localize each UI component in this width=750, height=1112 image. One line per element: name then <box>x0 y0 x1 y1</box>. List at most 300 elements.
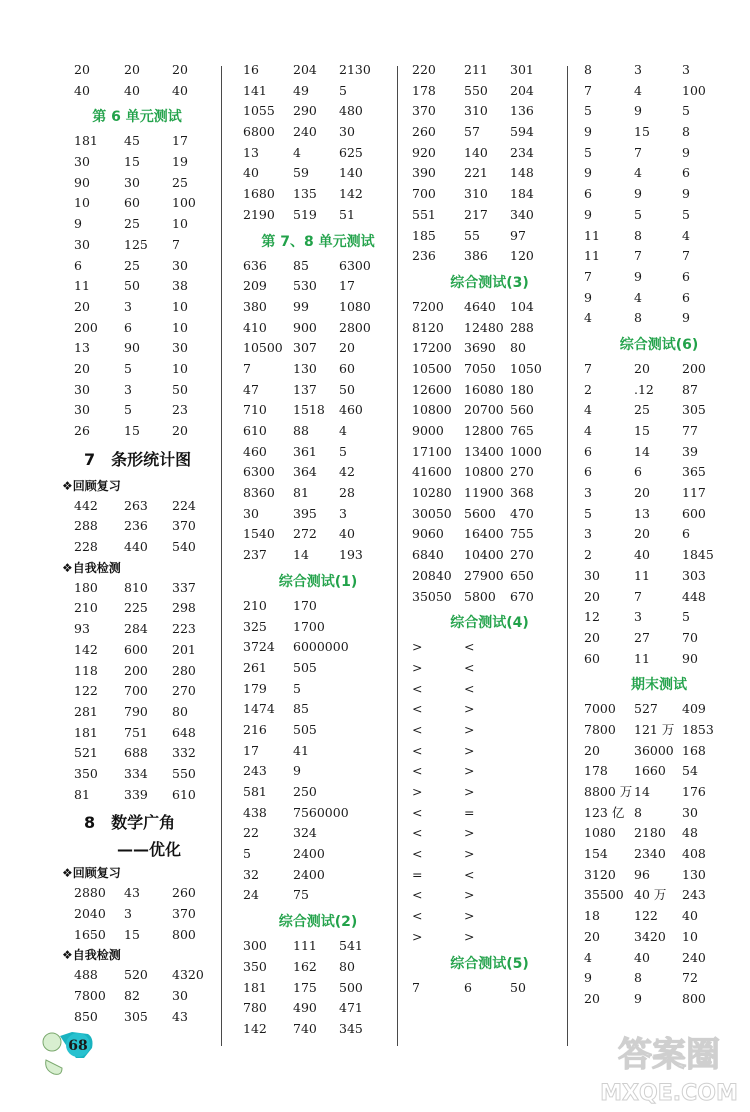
answer-row <box>584 628 734 649</box>
answer-value: 390 <box>412 165 436 181</box>
answer-row <box>74 904 224 925</box>
answer-row <box>243 338 393 359</box>
answer-value: 8120 <box>412 319 444 335</box>
answer-value: 3 <box>682 62 690 77</box>
answer-value: 284 <box>124 621 148 637</box>
answer-row <box>412 927 567 948</box>
answer-value: 12600 <box>412 381 452 397</box>
answer-value: 648 <box>172 724 196 740</box>
answer-value: 13 <box>74 340 90 356</box>
answer-value: 9 <box>634 186 642 202</box>
answer-value: 135 <box>293 186 317 202</box>
answer-row <box>74 965 224 986</box>
answer-value: 6300 <box>339 257 371 273</box>
answer-row <box>584 607 734 628</box>
answer-row <box>74 359 224 380</box>
column-divider <box>567 66 568 1046</box>
answer-value: < <box>412 742 423 758</box>
answer-row <box>243 442 393 463</box>
answer-value: < <box>412 908 423 924</box>
answer-value: 57 <box>464 124 480 140</box>
section-title-test4: 综合测试(4) <box>450 615 529 632</box>
answer-row <box>584 60 734 81</box>
answer-value: < <box>464 866 475 882</box>
answer-row <box>584 400 734 421</box>
answer-value: 20 <box>634 485 650 501</box>
answer-value: 59 <box>293 165 309 181</box>
answer-value: 6 <box>124 319 132 335</box>
answer-value: 39 <box>682 443 698 459</box>
answer-value: 594 <box>510 124 534 140</box>
answer-row <box>412 699 567 720</box>
answer-value: 193 <box>339 547 363 563</box>
answer-row <box>243 741 393 762</box>
answer-row <box>243 782 393 803</box>
answer-value: 340 <box>510 206 534 222</box>
answer-value: 2130 <box>339 62 371 77</box>
answer-value: 9000 <box>412 423 444 438</box>
answer-value: 332 <box>172 745 196 761</box>
answer-value: 370 <box>172 906 196 921</box>
answer-value: 519 <box>293 206 317 222</box>
answer-value: 40 <box>682 908 698 924</box>
answer-value: 364 <box>293 464 317 480</box>
answer-row <box>243 596 393 617</box>
answer-row <box>584 865 734 886</box>
answer-value: 30 <box>172 340 188 356</box>
answer-value: 530 <box>293 278 317 294</box>
answer-row <box>584 380 734 401</box>
answer-value: 16080 <box>464 381 504 397</box>
answer-row <box>74 702 224 723</box>
answer-value: 209 <box>243 278 267 294</box>
answer-block <box>243 596 393 906</box>
answer-value: 11 <box>584 248 600 264</box>
answer-row <box>243 101 393 122</box>
answer-row <box>243 256 393 277</box>
answer-block <box>243 936 393 1039</box>
answer-value: 270 <box>510 464 534 480</box>
answer-value: 310 <box>464 186 488 202</box>
answer-value: 20 <box>172 423 188 438</box>
column-divider <box>397 66 398 1046</box>
answer-value: 6 <box>584 186 592 202</box>
answer-value: 40 <box>634 949 650 965</box>
answer-row <box>412 885 567 906</box>
answer-value: > <box>464 701 475 717</box>
answer-value: > <box>464 784 475 799</box>
answer-value: 237 <box>243 547 267 563</box>
answer-value: 7 <box>584 360 592 376</box>
answer-value: 4 <box>339 423 347 438</box>
answer-value: 3 <box>124 906 132 921</box>
answer-row <box>584 906 734 927</box>
answer-value: 28 <box>339 485 355 501</box>
answer-value: 93 <box>74 621 90 637</box>
answer-row <box>584 442 734 463</box>
answer-row <box>584 288 734 309</box>
answer-row <box>584 720 734 741</box>
answer-value: 17 <box>243 742 259 758</box>
answer-row <box>243 699 393 720</box>
answer-value: > <box>412 928 423 944</box>
answer-value: 9 <box>682 310 690 326</box>
answer-value: 140 <box>339 165 363 181</box>
answer-value: 368 <box>510 485 534 501</box>
answer-value: 1055 <box>243 103 275 119</box>
answer-value: 47 <box>243 381 259 397</box>
answer-value: 301 <box>510 62 534 77</box>
answer-value: 6 <box>584 443 592 459</box>
answer-value: 60 <box>339 360 355 376</box>
answer-value: 6 <box>682 268 690 284</box>
answer-value: 5800 <box>464 588 496 604</box>
answer-row <box>412 462 567 483</box>
answer-row <box>584 968 734 989</box>
answer-value: < <box>464 680 475 696</box>
answer-value: 40 <box>339 526 355 542</box>
answer-row <box>584 885 734 906</box>
answer-value: 551 <box>412 206 436 222</box>
answer-value: 26 <box>74 423 90 438</box>
answer-value: 610 <box>243 423 267 438</box>
answer-value: 20700 <box>464 402 504 418</box>
answer-value: 3 <box>124 381 132 397</box>
answer-value: 9 <box>584 206 592 222</box>
answer-value: 20 <box>584 990 600 1006</box>
answer-value: 20 <box>584 588 600 604</box>
answer-value: 370 <box>412 103 436 119</box>
answer-value: 85 <box>293 257 309 273</box>
answer-row <box>584 649 734 670</box>
answer-value: 470 <box>510 505 534 521</box>
answer-value: 272 <box>293 526 317 542</box>
answer-value: 25 <box>124 257 140 273</box>
answer-row <box>243 143 393 164</box>
answer-row <box>243 637 393 658</box>
answer-value: < <box>412 721 423 737</box>
answer-value: 123 亿 <box>584 804 625 820</box>
answer-value: 14 <box>634 443 650 459</box>
answer-row <box>412 421 567 442</box>
answer-value: 6800 <box>243 124 275 140</box>
answer-column-1 <box>62 60 224 1027</box>
answer-value: 10 <box>172 298 188 314</box>
answer-value: 448 <box>682 588 706 604</box>
answer-value: 310 <box>464 103 488 119</box>
answer-value: 9 <box>584 970 592 986</box>
answer-value: 300 <box>243 938 267 954</box>
answer-value: > <box>464 742 475 758</box>
answer-value: 337 <box>172 579 196 595</box>
answer-value: 225 <box>124 600 148 616</box>
answer-value: 3420 <box>634 928 666 944</box>
answer-value: 263 <box>124 497 148 513</box>
answer-row <box>243 359 393 380</box>
answer-row <box>74 173 224 194</box>
answer-block <box>412 978 567 999</box>
answer-row <box>412 400 567 421</box>
answer-value: 8 <box>634 227 642 243</box>
answer-value: 234 <box>510 144 534 160</box>
answer-value: 1660 <box>634 763 666 779</box>
answer-value: 8 <box>634 310 642 326</box>
answer-value: 11900 <box>464 485 504 501</box>
answer-value: 361 <box>293 443 317 459</box>
answer-value: 50 <box>172 381 188 397</box>
answer-row <box>584 504 734 525</box>
answer-row <box>412 545 567 566</box>
answer-value: 9 <box>584 289 592 305</box>
answer-value: 10 <box>682 928 698 944</box>
answer-value: 7200 <box>412 298 444 314</box>
answer-value: 216 <box>243 721 267 737</box>
answer-row <box>412 246 567 267</box>
answer-value: 236 <box>124 518 148 534</box>
answer-row <box>243 524 393 545</box>
self-check-heading: ❖自我检测 <box>62 560 121 575</box>
answer-value: 4 <box>682 227 690 243</box>
answer-row <box>412 587 567 608</box>
answer-value: 30 <box>682 804 698 820</box>
answer-row <box>584 699 734 720</box>
answer-value: 32 <box>243 866 259 882</box>
answer-value: 125 <box>124 236 148 252</box>
answer-row <box>584 101 734 122</box>
answer-value: 5 <box>634 206 642 222</box>
answer-value: 82 <box>124 988 140 1004</box>
answer-row <box>412 101 567 122</box>
answer-value: 1050 <box>510 360 542 376</box>
answer-row <box>74 276 224 297</box>
answer-row <box>584 246 734 267</box>
answer-value: < <box>464 639 475 655</box>
answer-value: 54 <box>682 763 698 779</box>
answer-row <box>412 803 567 824</box>
answer-value: 25 <box>172 174 188 190</box>
answer-value: 1000 <box>510 443 542 459</box>
answer-value: 9 <box>682 186 690 202</box>
answer-value: 1700 <box>293 618 325 634</box>
answer-value: 261 <box>243 659 267 675</box>
answer-value: < <box>412 804 423 820</box>
answer-block <box>74 496 224 558</box>
answer-value: 12480 <box>464 319 504 335</box>
answer-value: 560 <box>510 402 534 418</box>
answer-value: 3 <box>339 505 347 521</box>
answer-value: < <box>412 763 423 779</box>
section-title-final: 期末测试 <box>631 677 687 694</box>
answer-value: 162 <box>293 958 317 974</box>
answer-value: > <box>412 639 423 655</box>
answer-value: 22 <box>243 825 259 841</box>
answer-value: 6840 <box>412 547 444 563</box>
answer-value: 77 <box>682 423 698 438</box>
answer-value: 850 <box>74 1008 98 1024</box>
answer-value: 100 <box>682 82 706 98</box>
answer-value: 20 <box>634 526 650 542</box>
answer-value: 10800 <box>464 464 504 480</box>
answer-value: 210 <box>74 600 98 616</box>
answer-value: 3 <box>124 298 132 314</box>
answer-value: < <box>412 887 423 903</box>
answer-row <box>243 276 393 297</box>
answer-value: 20840 <box>412 567 452 583</box>
answer-block <box>74 60 224 101</box>
answer-value: 140 <box>464 144 488 160</box>
answer-row <box>412 844 567 865</box>
answer-value: 1853 <box>682 721 714 737</box>
answer-value: 17200 <box>412 340 452 356</box>
answer-row <box>584 782 734 803</box>
answer-row <box>412 338 567 359</box>
answer-row <box>243 184 393 205</box>
answer-value: 40 <box>243 165 259 181</box>
answer-row <box>74 235 224 256</box>
answer-value: < <box>464 659 475 675</box>
answer-value: 178 <box>412 82 436 98</box>
answer-value: 5 <box>682 103 690 119</box>
answer-value: 90 <box>124 340 140 356</box>
answer-value: 30 <box>74 381 90 397</box>
answer-value: 10 <box>172 319 188 335</box>
answer-value: 4 <box>584 402 592 418</box>
answer-row <box>584 81 734 102</box>
answer-row <box>243 998 393 1019</box>
answer-value: 350 <box>243 958 267 974</box>
answer-value: 178 <box>584 763 608 779</box>
answer-value: 72 <box>682 970 698 986</box>
answer-value: 550 <box>464 82 488 98</box>
section-title-test5: 综合测试(5) <box>450 955 529 972</box>
watermark-bottom-text: MXQE.COM <box>600 1081 738 1106</box>
answer-row <box>243 545 393 566</box>
answer-value: 45 <box>124 133 140 149</box>
answer-value: 710 <box>243 402 267 418</box>
answer-value: 6300 <box>243 464 275 480</box>
answer-value: 7050 <box>464 360 496 376</box>
answer-value: 281 <box>74 703 98 719</box>
answer-row <box>74 619 224 640</box>
answer-row <box>74 785 224 806</box>
answer-value: 270 <box>172 683 196 699</box>
section-title-unit78: 第 7、8 单元测试 <box>261 233 375 250</box>
answer-row <box>74 516 224 537</box>
answer-value: 280 <box>172 662 196 678</box>
answer-row <box>412 297 567 318</box>
answer-value: 325 <box>243 618 267 634</box>
answer-value: 50 <box>510 979 526 995</box>
answer-value: 7 <box>172 236 180 252</box>
answer-value: 395 <box>293 505 317 521</box>
answer-value: = <box>412 866 423 882</box>
answer-value: 15 <box>634 423 650 438</box>
answer-value: 11 <box>74 278 90 294</box>
answer-value: 10 <box>172 216 188 232</box>
answer-row <box>584 566 734 587</box>
answer-value: 800 <box>682 990 706 1006</box>
answer-row <box>243 60 393 81</box>
answer-value: 7 <box>634 588 642 604</box>
answer-value: > <box>464 908 475 924</box>
answer-block <box>243 60 393 226</box>
answer-value: 20 <box>74 298 90 314</box>
answer-value: 6000000 <box>293 639 349 655</box>
answer-value: 5 <box>293 680 301 696</box>
answer-value: 55 <box>464 227 480 243</box>
answer-value: 260 <box>412 124 436 140</box>
answer-value: > <box>464 846 475 862</box>
answer-value: 20 <box>634 360 650 376</box>
answer-value: 488 <box>74 967 98 983</box>
answer-value: 505 <box>293 659 317 675</box>
answer-value: > <box>464 825 475 841</box>
answer-value: 3120 <box>584 866 616 882</box>
answer-value: 4 <box>584 310 592 326</box>
answer-value: > <box>412 784 423 799</box>
answer-row <box>243 957 393 978</box>
answer-value: 7 <box>412 979 420 995</box>
answer-block <box>74 883 224 945</box>
answer-value: 6 <box>682 165 690 181</box>
answer-row <box>412 226 567 247</box>
answer-value: 2340 <box>634 846 666 862</box>
answer-value: 13400 <box>464 443 504 459</box>
answer-row <box>74 681 224 702</box>
answer-value: 3690 <box>464 340 496 356</box>
answer-value: 75 <box>293 887 309 903</box>
answer-value: 50 <box>124 278 140 294</box>
answer-row <box>412 60 567 81</box>
answer-value: 334 <box>124 765 148 781</box>
answer-value: 80 <box>510 340 526 356</box>
answer-value: 181 <box>243 979 267 995</box>
answer-row <box>74 131 224 152</box>
answer-block <box>243 256 393 566</box>
answer-value: 30 <box>74 236 90 252</box>
answer-value: > <box>464 721 475 737</box>
answer-value: 118 <box>74 662 98 678</box>
answer-value: 38 <box>172 278 188 294</box>
answer-value: 15 <box>634 124 650 140</box>
answer-value: 3 <box>634 609 642 625</box>
answer-value: 228 <box>74 539 98 555</box>
answer-value: 4 <box>634 289 642 305</box>
answer-value: 204 <box>510 82 534 98</box>
answer-value: 49 <box>293 82 309 98</box>
answer-row <box>243 318 393 339</box>
answer-value: 365 <box>682 464 706 480</box>
chapter-title-8: 8 数学广角 <box>84 813 176 833</box>
answer-value: 88 <box>293 423 309 438</box>
answer-value: 2400 <box>293 846 325 862</box>
answer-value: 5 <box>339 82 347 98</box>
answer-row <box>243 380 393 401</box>
answer-row <box>243 936 393 957</box>
answer-value: 625 <box>339 144 363 160</box>
answer-value: 20 <box>339 340 355 356</box>
answer-row <box>584 524 734 545</box>
answer-row <box>584 184 734 205</box>
answer-row <box>412 143 567 164</box>
answer-value: 490 <box>293 1000 317 1016</box>
answer-value: 5 <box>243 846 251 862</box>
answer-row <box>74 883 224 904</box>
answer-value: 7 <box>584 82 592 98</box>
answer-value: < <box>412 825 423 841</box>
answer-value: 168 <box>682 742 706 758</box>
answer-row <box>412 359 567 380</box>
